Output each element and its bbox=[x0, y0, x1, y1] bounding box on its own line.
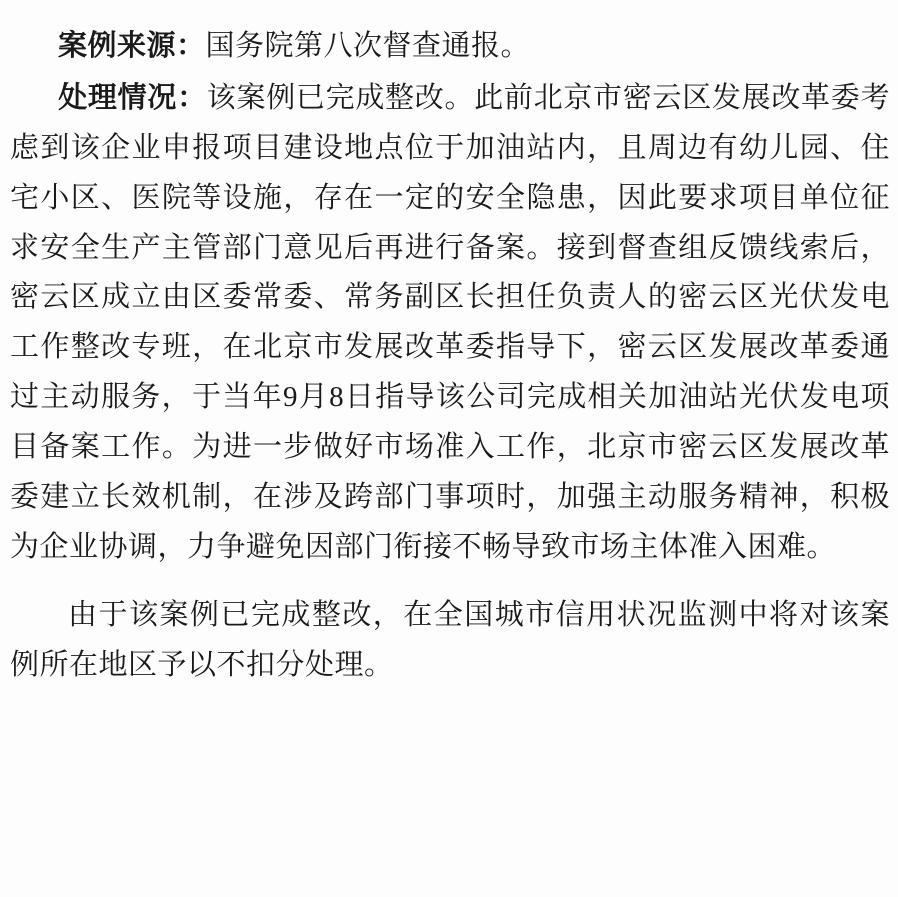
paragraph-label-handling-situation: 处理情况： bbox=[58, 81, 207, 114]
paragraph-scoring-note bbox=[10, 591, 890, 691]
paragraph-label-case-source: 案例来源： bbox=[58, 30, 206, 62]
paragraph-text-scoring-note: 由于该案例已完成整改，在全国城市信用状况监测中将对该案例所在地区予以不扣分处理。 bbox=[10, 598, 890, 681]
paragraph-handling-situation bbox=[10, 74, 890, 573]
paragraph-text-handling-situation: 该案例已完成整改。此前北京市密云区发展改革委考虑到该企业申报项目建设地点位于加油站内，且周边有幼儿园、住宅小区、医院等设施，存在一定的安全隐患，因此要求项目单位征求安全生产主管部门意见后再进行备案。接到督查组反馈线索后，密云区成立由区委常委、常务副区长担任负责人的密云区光伏发电工作整改专班，在北京市发展改革委指导下，密云区发展改革委通过主动服务，于当年9月8日指导该公司完成相关加油站光伏发电项目备案工作。为进一步做好市场准入工作，北京市密云区发展改革委建立长效机制，在涉及跨部门事项时，加强主动服务精神，积极为企业协调，力争避免因部门衔接不畅导致市场主体准入困难。 bbox=[10, 81, 890, 563]
paragraph-case-source bbox=[10, 22, 890, 72]
paragraph-text-case-source: 国务院第八次督查通报。 bbox=[205, 30, 531, 62]
